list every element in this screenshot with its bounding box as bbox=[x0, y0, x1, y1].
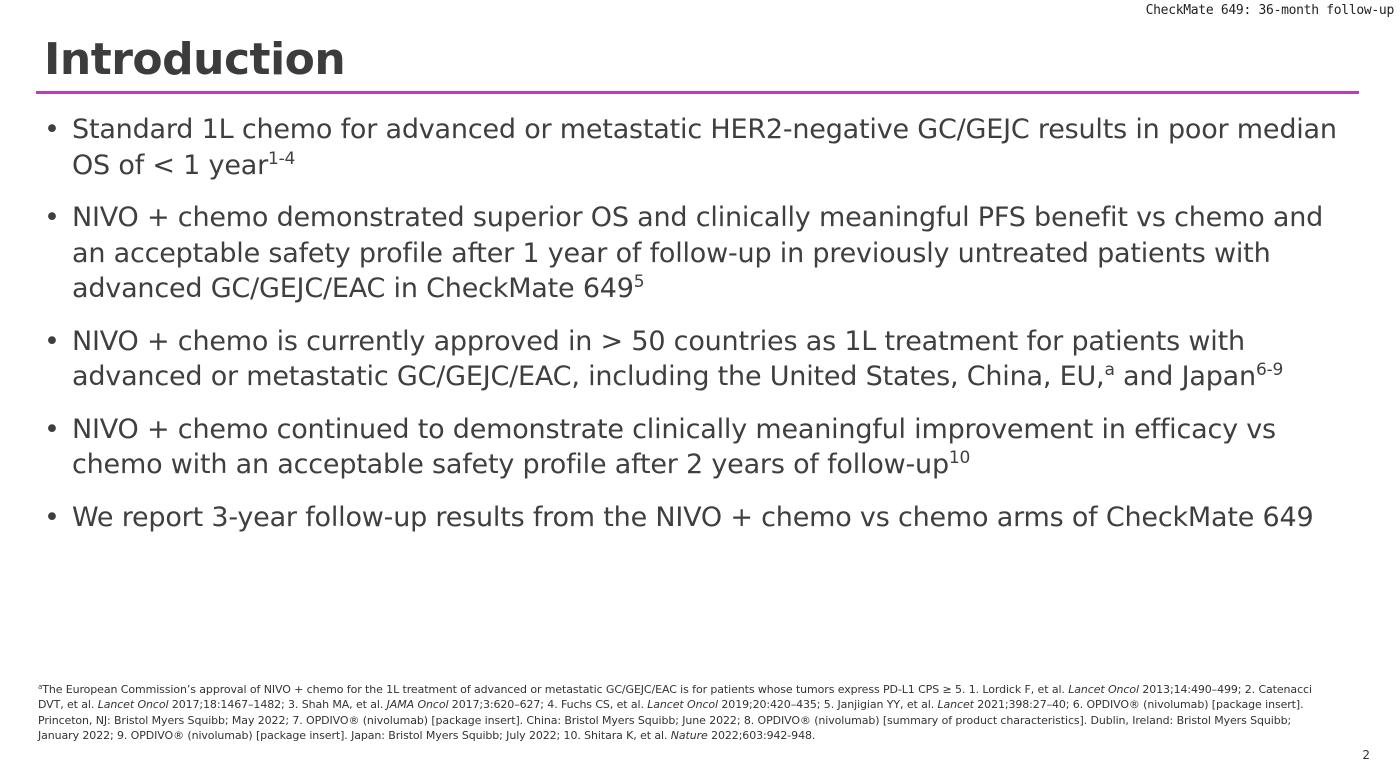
bullet-item bbox=[44, 500, 1364, 536]
journal-name: Nature bbox=[670, 729, 708, 743]
bullet-text: NIVO + chemo continued to demonstrate clinically meaningful improvement in efficacy vs chemo with an acceptable safety profile after 2 years of follow-up bbox=[72, 413, 1276, 480]
bullet-text: Standard 1L chemo for advanced or metastatic HER2-negative GC/GEJC results in poor median OS of < 1 year bbox=[72, 114, 1337, 181]
page-number: 2 bbox=[1362, 748, 1370, 762]
bullet-item bbox=[44, 200, 1364, 307]
journal-name: Lancet bbox=[937, 698, 974, 712]
bullet-text: NIVO + chemo is currently approved in > 50 countries as 1L treatment for patients with advanced or metastatic GC/GEJC/EAC, including the United States, China, EU, bbox=[72, 325, 1245, 392]
bullet-item bbox=[44, 412, 1364, 483]
footnote-text: 2017;18:1467–1482; 3. Shah MA, et al. bbox=[168, 698, 387, 712]
footnote-text: 2013;14:490–499; 2. Catenacci DVT, et al. bbox=[38, 683, 1312, 712]
bullet-item bbox=[44, 324, 1364, 395]
title-divider bbox=[36, 91, 1359, 94]
footnote-marker: a bbox=[38, 683, 43, 691]
journal-name: Lancet Oncol bbox=[97, 698, 169, 712]
bullet-text: NIVO + chemo demonstrated superior OS and clinically meaningful PFS benefit vs chemo and an acceptable safety profile after 1 year of follow-up in previously untreated patients with advanced GC/GEJC/EAC in CheckMate 649 bbox=[72, 202, 1324, 304]
footnote-text: The European Commission’s approval of NIVO + chemo for the 1L treatment of advanced or metastatic GC/GEJC/EAC is for patients whose tumors express PD-L1 CPS ≥ 5. 1. Lordick F, et al. bbox=[42, 683, 1069, 696]
footnote-text: 2022;603:942-948. bbox=[707, 729, 816, 743]
bullet-text: and Japan bbox=[1114, 361, 1256, 392]
slide-title: Introduction bbox=[44, 34, 346, 85]
footnote-text: 2017;3:620–627; 4. Fuchs CS, et al. bbox=[448, 698, 648, 712]
bullet-reference: 5 bbox=[633, 272, 645, 292]
bullet-list bbox=[44, 112, 1364, 552]
bullet-reference: 6-9 bbox=[1255, 360, 1284, 380]
bullet-text: We report 3-year follow-up results from the NIVO + chemo vs chemo arms of CheckMate 649 bbox=[72, 501, 1314, 533]
header-note: CheckMate 649: 36-month follow-up bbox=[1145, 3, 1394, 18]
journal-name: JAMA Oncol bbox=[386, 698, 449, 712]
footnote-text: 2019;20:420–435; 5. Janjigian YY, et al. bbox=[718, 698, 938, 712]
journal-name: Lancet Oncol bbox=[1068, 683, 1139, 696]
bullet-item bbox=[44, 112, 1364, 183]
footnote-marker: a bbox=[1104, 360, 1115, 380]
footnotes bbox=[38, 682, 1328, 744]
bullet-reference: 10 bbox=[948, 448, 971, 468]
journal-name: Lancet Oncol bbox=[647, 698, 718, 712]
footnote-text: 2021;398:27–40; 6. OPDIVO® (nivolumab) [package insert]. Princeton, NJ: Bristol Myers Squibb; May 2022; 7. OPDIVO® (nivolumab) [package insert]. China: Bristol Myers Squibb; June 2022; 8. OPDIVO® (nivolumab) [summary of product characteristics]. Dublin, Ireland: Bristol Myers Squibb; January 2022; 9. OPDIVO® (nivolumab) [package insert]. Japan: Bristol Myers Squibb; July 2022; 10. Shitara K, et al. bbox=[38, 698, 1304, 743]
bullet-reference: 1-4 bbox=[267, 148, 296, 169]
